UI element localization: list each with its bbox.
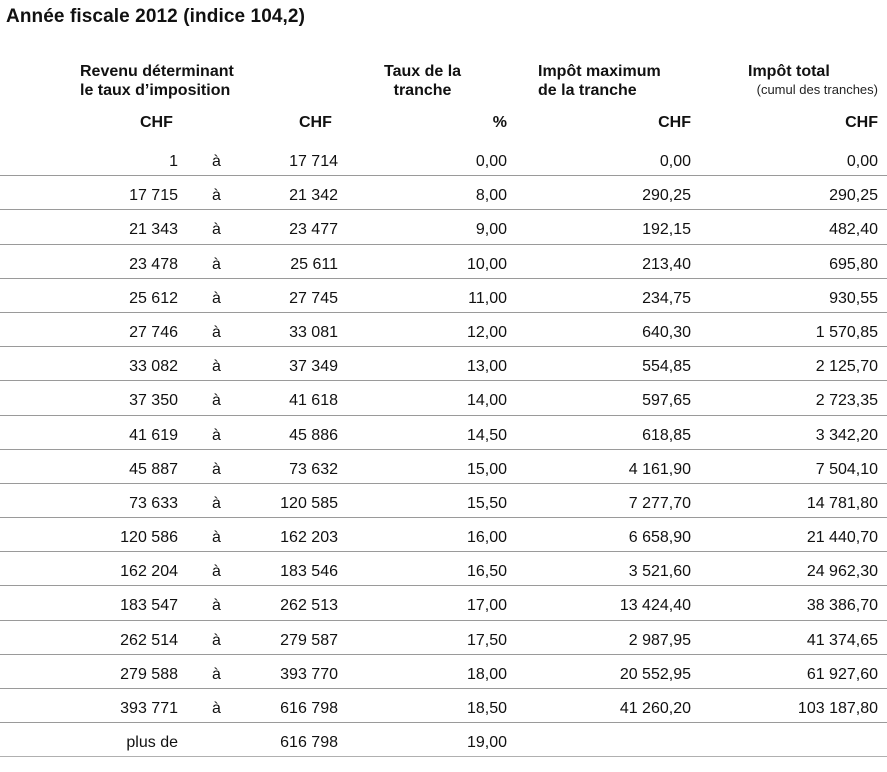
total-tax-cell: 290,25 — [829, 187, 878, 205]
table-row — [0, 313, 887, 347]
max-tax-cell: 290,25 — [642, 187, 691, 205]
income-to-cell: 616 798 — [280, 734, 338, 752]
income-to-cell: 33 081 — [289, 323, 338, 341]
range-separator-cell: à — [212, 529, 221, 547]
income-to-cell: 616 798 — [280, 700, 338, 717]
tax-rate-cell: 18,50 — [466, 700, 507, 717]
unit-to: CHF — [299, 114, 332, 131]
income-to-cell: 41 618 — [289, 392, 338, 410]
unit-max: CHF — [658, 114, 691, 131]
tax-rate-cell: 10,00 — [466, 255, 507, 273]
max-tax-cell: 3 521,60 — [628, 563, 691, 581]
income-from-cell: 279 588 — [120, 665, 178, 683]
income-from-cell: 37 350 — [129, 392, 178, 410]
max-tax-cell: 6 658,90 — [628, 529, 691, 547]
range-separator-cell: à — [212, 187, 221, 205]
total-tax-cell: 0,00 — [846, 153, 878, 170]
tax-rate-cell: 16,50 — [466, 563, 507, 581]
max-tax-cell: 554,85 — [642, 358, 691, 376]
range-separator-cell: à — [212, 323, 221, 341]
total-tax-cell: 695,80 — [829, 255, 878, 273]
total-tax-cell: 61 927,60 — [806, 665, 878, 683]
income-to-cell: 279 587 — [280, 631, 338, 649]
income-from-cell: 41 619 — [129, 426, 178, 444]
range-separator-cell: à — [212, 631, 221, 649]
total-tax-cell: 3 342,20 — [815, 426, 878, 444]
page-title: Année fiscale 2012 (indice 104,2) — [6, 6, 306, 27]
max-tax-cell: 597,65 — [642, 392, 691, 410]
max-tax-cell: 13 424,40 — [619, 597, 691, 615]
income-to-cell: 183 546 — [280, 563, 338, 581]
table-row — [0, 689, 887, 723]
table-row — [0, 586, 887, 620]
total-tax-cell: 24 962,30 — [806, 563, 878, 581]
income-to-cell: 45 886 — [289, 426, 338, 444]
max-tax-cell: 7 277,70 — [628, 494, 691, 512]
range-separator-cell: à — [212, 426, 221, 444]
total-tax-cell: 103 187,80 — [797, 700, 878, 717]
range-separator-cell: à — [212, 392, 221, 410]
income-from-cell: 183 547 — [120, 597, 178, 615]
unit-total: CHF — [845, 114, 878, 131]
range-separator-cell: à — [212, 153, 221, 170]
income-header-line2: le taux d’imposition — [80, 82, 231, 99]
total-tax-cell: 2 125,70 — [815, 358, 878, 376]
table-row — [0, 347, 887, 381]
income-to-cell: 262 513 — [280, 597, 338, 615]
income-to-cell: 21 342 — [289, 187, 338, 205]
table-row — [0, 142, 887, 176]
tax-rate-cell: 13,00 — [466, 358, 507, 376]
income-from-cell: 23 478 — [129, 255, 178, 273]
tax-rate-cell: 15,00 — [466, 460, 507, 478]
income-from-cell: 120 586 — [120, 529, 178, 547]
unit-rate: % — [492, 114, 507, 131]
range-separator-cell: à — [212, 221, 221, 239]
total-tax-cell: 14 781,80 — [806, 494, 878, 512]
range-separator-cell: à — [212, 255, 221, 273]
total-tax-cell: 482,40 — [829, 221, 878, 239]
table-row — [0, 245, 887, 279]
max-header-line2: de la tranche — [538, 82, 637, 99]
income-from-cell: 27 746 — [129, 323, 178, 341]
max-tax-cell: 4 161,90 — [628, 460, 691, 478]
range-separator-cell: à — [212, 460, 221, 478]
max-tax-cell: 0,00 — [659, 153, 691, 170]
income-from-cell: 73 633 — [129, 494, 178, 512]
income-header — [80, 62, 234, 100]
total-header — [748, 62, 830, 81]
table-row — [0, 655, 887, 689]
income-from-cell: 162 204 — [120, 563, 178, 581]
total-tax-cell: 930,55 — [829, 289, 878, 307]
range-separator-cell: à — [212, 358, 221, 376]
rate-header-line2: tranche — [393, 82, 452, 99]
table-row — [0, 518, 887, 552]
rate-header — [384, 62, 461, 100]
max-tax-cell: 234,75 — [642, 289, 691, 307]
unit-from: CHF — [140, 114, 173, 131]
income-from-cell: 21 343 — [129, 221, 178, 239]
max-tax-cell: 640,30 — [642, 323, 691, 341]
table-row — [0, 621, 887, 655]
income-from-cell: 1 — [169, 153, 178, 170]
total-tax-cell: 38 386,70 — [806, 597, 878, 615]
total-tax-cell: 7 504,10 — [815, 460, 878, 478]
tax-rate-cell: 18,00 — [466, 665, 507, 683]
max-tax-cell: 20 552,95 — [619, 665, 691, 683]
tax-rate-cell: 16,00 — [466, 529, 507, 547]
income-from-cell: 393 771 — [120, 700, 178, 717]
tax-table — [0, 142, 887, 757]
income-to-cell: 162 203 — [280, 529, 338, 547]
range-separator-cell: à — [212, 700, 221, 717]
total-tax-cell: 41 374,65 — [806, 631, 878, 649]
tax-rate-cell: 8,00 — [475, 187, 507, 205]
total-tax-cell: 2 723,35 — [815, 392, 878, 410]
table-row — [0, 552, 887, 586]
income-from-cell: plus de — [126, 734, 178, 752]
table-row — [0, 416, 887, 450]
range-separator-cell: à — [212, 665, 221, 683]
max-tax-cell: 41 260,20 — [619, 700, 691, 717]
tax-rate-cell: 12,00 — [466, 323, 507, 341]
rate-header-line1: Taux de la — [384, 63, 462, 80]
table-row — [0, 450, 887, 484]
table-row — [0, 176, 887, 210]
income-to-cell: 17 714 — [289, 153, 338, 170]
range-separator-cell: à — [212, 597, 221, 615]
max-tax-cell: 192,15 — [642, 221, 691, 239]
income-from-cell: 45 887 — [129, 460, 178, 478]
tax-rate-cell: 17,00 — [466, 597, 507, 615]
max-tax-cell: 2 987,95 — [628, 631, 691, 649]
income-header-line1: Revenu déterminant — [80, 63, 234, 80]
income-from-cell: 33 082 — [129, 358, 178, 376]
tax-rate-cell: 9,00 — [475, 221, 507, 239]
income-from-cell: 262 514 — [120, 631, 178, 649]
tax-rate-cell: 15,50 — [466, 494, 507, 512]
table-row — [0, 210, 887, 244]
max-header-line1: Impôt maximum — [538, 63, 661, 80]
range-separator-cell: à — [212, 563, 221, 581]
tax-rate-cell: 11,00 — [468, 289, 507, 307]
income-from-cell: 25 612 — [129, 289, 178, 307]
table-row — [0, 484, 887, 518]
range-separator-cell: à — [212, 494, 221, 512]
max-tax-cell: 213,40 — [642, 255, 691, 273]
tax-rate-cell: 14,00 — [466, 392, 507, 410]
tax-rate-cell: 0,00 — [475, 153, 507, 170]
total-header-line1: Impôt total — [748, 63, 830, 80]
income-to-cell: 393 770 — [280, 665, 338, 683]
income-to-cell: 27 745 — [289, 289, 338, 307]
income-from-cell: 17 715 — [129, 187, 178, 205]
table-row — [0, 381, 887, 415]
total-tax-cell: 1 570,85 — [815, 323, 878, 341]
tax-rate-cell: 19,00 — [466, 734, 507, 752]
total-tax-cell: 21 440,70 — [806, 529, 878, 547]
income-to-cell: 73 632 — [289, 460, 338, 478]
income-to-cell: 23 477 — [289, 221, 338, 239]
tax-rate-cell: 14,50 — [466, 426, 507, 444]
table-row — [0, 279, 887, 313]
income-to-cell: 37 349 — [289, 358, 338, 376]
max-header — [538, 62, 661, 100]
max-tax-cell: 618,85 — [642, 426, 691, 444]
table-row — [0, 723, 887, 757]
tax-rate-cell: 17,50 — [466, 631, 507, 649]
total-header-subtitle: (cumul des tranches) — [756, 82, 878, 97]
income-to-cell: 25 611 — [290, 255, 338, 273]
range-separator-cell: à — [212, 289, 221, 307]
income-to-cell: 120 585 — [280, 494, 338, 512]
